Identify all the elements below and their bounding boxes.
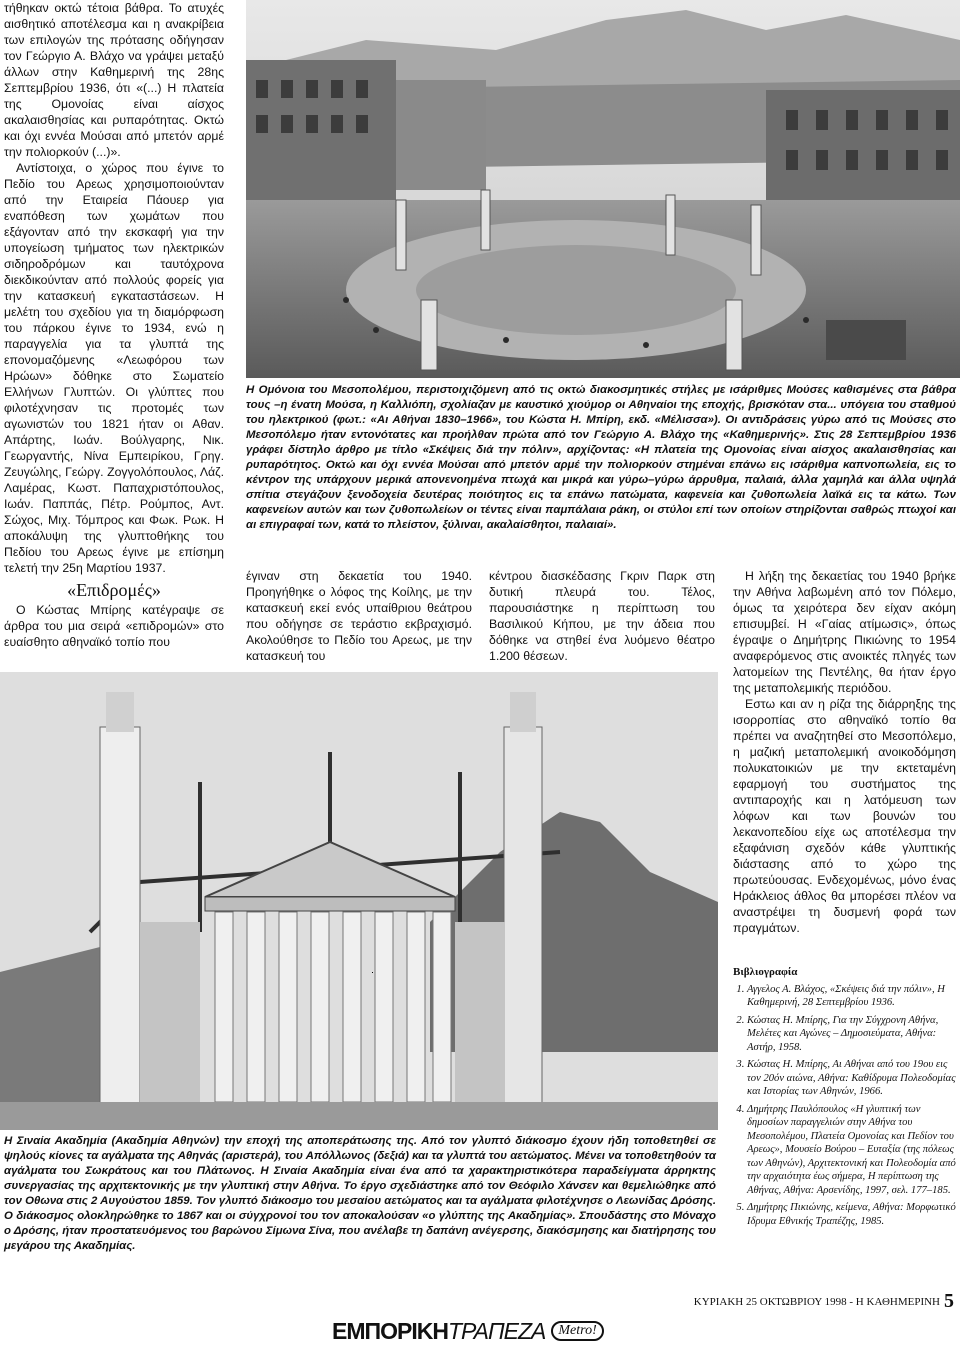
academy-of-athens-photo: [0, 672, 718, 1130]
bibliography-list: [733, 983, 956, 1229]
footer-date-paper: ΚΥΡΙΑΚΗ 25 ΟΚΤΩΒΡΙΟΥ 1998 - Η ΚΑΘΗΜΕΡΙΝΗ: [693, 1295, 940, 1308]
paragraph: Αντίστοιχα, ο χώρος που έγινε το Πεδίο του Αρεως χρησιμοποιούνταν από την Εταιρεία Πάουερ για εναπόθεση των χωμάτων που εξάγονταν από την εκσκαφή για την υπογείωση τμήματος των ηλεκτρικών σιδηροδρόμων και ταυτόχρονα διεκδικούνταν από πολλούς φορείς για την κατασκευή εγκαταστάσεων. Η μελέτη του σχεδίου για τη διαμόρφωση του πάρκου έγινε το 1934, ενώ η παραγγελία για τα γλυπτά της επονομαζόμενης «Λεωφόρου των Ηρώων» δόθηκε στο Σωματείο Ελλήνων Γλυπτών. Οι γλύπτες που φιλοτέχνησαν τις προτομές των αγωνιστών του 1821 ήταν οι Αθαν. Απάρτης, Ιωάν. Βούλγαρης, Νικ. Γεωργαντής, Νίνα Εμπειρίκου, Γρηγ. Ζευγώλης, Γεώργ. Ζογγολόπουλος, Λάζ. Λαμέρας, Κωστ. Παπαχριστόπουλος, Ιωάν. Παππάς, Πέτρ. Ρούμπος, Αντ. Σώχος, Μιχ. Τόμπρος και Φωκ. Ρωκ. Η αποκάλυψη της γλυπτοθήκης του Πεδίου του Αρεως έγινε με επίσημη τελετή την 25η Μαρτίου 1937.: [4, 161, 224, 575]
photo-caption-omonia: Η Ομόνοια του Μεσοπολέμου, περιστοιχιζόμενη από τις οκτώ διακοσμητικές στήλες με ισάριθμες Μούσες καθισμένες στα βάθρα τους –η ένατη Μούσα, η Καλλιόπη, σχολίαζαν με καυστικό χιούμορ οι Αθηναίοι της εποχής, βρισκόταν στα... υπόγεια του σταθμού του ηλεκτρικού (φωτ.: «Αι Αθήναι 1830–1966», του Κώστα Η. Μπίρη, εκδ. «Μέλισσα»). Οι αντιδράσεις γύρω από τις Μούσες στο Μεσοπόλεμο ήταν εντονότατες και προήλθαν πρώτα από τον Γεώργιο Α. Βλάχο της «Καθημερινής». Στις 28 Σεπτεμβρίου 1936 γράφει δίστηλο άρθρο με τίτλο «Σκέψεις διά την πόλιν», αρχίζοντας: «Η πλατεία της Ομονοίας είναι αίσχος ακαλαισθησίας και ρυπαρότητος. Οκτώ και όχι εννέα Μούσαι από μπετόν αρμέ την πολιορκούν στημέναι επάνω εις ισάριθμα καπνοπωλεία, εις το κέντρον της υπάρχουν μερικά απονενοημένα πτωχά και μικρά και γύρω–γύρω άρρυθμα, παλαιά, άλλα χαμηλά και άλλα υψηλά σπίτια στεγάζουν ξενοδοχεία δευτέρας ποιότητος εις τα επάνω πατώματα, καφενεία και ζυθοπωλεία λαϊκά εις τα κάτω. Των καφενείων αυτών και των ζυθοπωλείων οι τέντες είναι παμπάλαια ράκη, οι στύλοι επί των οποίων στηρίζονται σαθρώς πτωχοί και αι επιγραφαί των, κατά το πλείστον, ξύλιναι, ακαλαίσθητοι, παλαιαί».: [246, 384, 956, 531]
logo-tag: Metro!: [551, 1321, 603, 1341]
article-column-2: έγιναν στη δεκαετία του 1940. Προηγήθηκε ο λόφος της Κοίλης, με την κατασκευή εκεί ενός υπαίθριου θεάτρου που οδήγησε σε τεράστιο εκβραχισμό. Ακολούθησε το Πεδίο του Αρεως, με την κατασκευή του: [246, 569, 472, 663]
photo-caption-academy: Η Σιναία Ακαδημία (Ακαδημία Αθηνών) την εποχή της αποπεράτωσης της. Από τον γλυπτό διάκοσμο έχουν ήδη τοποθετηθεί σε ψηλούς κίονες τα αγάλματα της Αθηνάς (αριστερά), του Απόλλωνος (δεξιά) και τα γλυπτά του αετώματος. Μένει να τοποθετηθούν τα αγάλματα του Σωκράτους και του Πλάτωνος. Η Σιναία Ακαδημία είναι ένα από τα χαρακτηριστικότερα παραδείγματα άρρηκτης συνεργασίας της αρχιτεκτονικής με την γλυπτική στην Αθήνα. Το έργο σχεδιάστηκε από τον Θεόφιλο Χάνσεν και θεμελιώθηκε από τον Οθωνα στις 2 Αυγούστου 1859. Τον γλυπτό διάκοσμο του μεσαίου αετώματος και τα αγάλματα φιλοτέχνησε ο Λεωνίδας Δρόσης. Ο διάκοσμος ολοκληρώθηκε το 1867 και οι σύγχρονοί του τον αποκαλούσαν «ο γλύπτης της Ακαδημίας». Σπουδάστης στο Μόναχο ο Δρόσης, ήταν προστατευόμενος του βαρώνου Σίμωνα Σίνα, που ανέλαβε τη δαπάνη ανέγερσης, διακόσμησης και διατήρησης του μεγάρου της Ακαδημίας.: [4, 1135, 716, 1252]
page-footer: [694, 1290, 954, 1313]
logo-word-emporiki: ΕΜΠΟΡΙΚΗ: [332, 1317, 448, 1344]
article-column-4: [733, 568, 956, 936]
paragraph: Ο Κώστας Μπίρης κατέγραψε σε άρθρα του μια σειρά «επιδρομών» στο ευαίσθητο αθηναϊκό τοπίο που: [4, 603, 224, 649]
paragraph: Η λήξη της δεκαετίας του 1940 βρήκε την Αθήνα λαβωμένη από τον Πόλεμο, όμως τα χειρότερα δεν είχαν ακόμη επισυμβεί. Η «Γαίας ατίμωσις», όπως έγραψε ο Δημήτρης Πικιώνης το 1954 αναφερόμενος στις ανοικτές πληγές των λατομείων της Πεντέλης, θα ήταν έργο της μεταπολεμικής περιόδου.: [733, 569, 956, 695]
article-column-3: κέντρου διασκέδασης Γκριν Παρκ στη δυτική πλευρά του. Τέλος, παρουσιάστηκε η περίπτωση του Βασιλικού Κήπου, με την άδεια που δόθηκε να στηθεί ένα λυόμενο θέατρο 1.200 θέσεων.: [489, 569, 715, 663]
page-number: 5: [944, 1290, 954, 1312]
omonia-square-photo: [246, 0, 960, 378]
bibliography-item: 5. Δημήτρης Πικιώνης, κείμενα, Αθήνα: Μορφωτικό Ιδρυμα Εθνικής Τραπέζης, 1985.: [747, 1201, 956, 1228]
section-subhead: «Επιδρομές»: [67, 580, 161, 600]
paragraph: τήθηκαν οκτώ τέτοια βάθρα. Το ατυχές αισθητικό αποτέλεσμα και η ανακρίβεια των επιλογών της πρότασης οδήγησαν τον Γεώργιο Α. Βλάχο να γράψει μεταξύ άλλων στην Καθημερινή της 28ης Σεπτεμβρίου 1936, ότι «(...) Η πλατεία της Ομονοίας είναι αίσχος ακαλαισθησίας και ρυπαρότητας. Οκτώ και όχι εννέα Μούσαι από μπετόν αρμέ την πολιορκούν (...)».: [4, 1, 224, 159]
paragraph: Εστω και αν η ρίζα της διάρρηξης της ισορροπίας στο αθηναϊκό τοπίο θα πρέπει να αναζητηθεί στο Μεσοπόλεμο, η μαζική μεταπολεμική ανοικοδόμηση πολυκατοικιών με την εκτεταμένη εφαρμογή του συστήματος της αντιπαροχής και η λατόμευση των λόφων και των βουνών του λεκανοπεδίου είχε ως αποτέλεσμα την εξαφάνιση σχεδόν κάθε γλυπτικής διάστασης από το χώρο της πρωτεύουσας. Ενδεχομένως, μόνο ένας Ηράκλειος άθλος θα μπορέσει πλέον να αναστρέψει τη δυσμενή φορά των πραγμάτων.: [733, 697, 956, 935]
bibliography-item: 4. Δημήτρης Παυλόπουλος «Η γλυπτική των δημοσίων παραγγελιών στην Αθήνα του Μεσοπολέμου, Πλατεία Ομονοίας και Πεδίον του Αρεως», Μουσείο Βούρου – Ευταξία (της πόλεως των Αθηνών), Αρχιτεκτονική και Πολεοδομία από την αρχαιότητα έως σήμερα, Η περίπτωση της Αθήνας, Αθήνα: Αρσενίδης, 1997, σελ. 177–185.: [747, 1103, 956, 1198]
logo-word-trapeza: ΤΡΑΠΕΖΑ: [447, 1317, 546, 1344]
bibliography-heading: Βιβλιογραφία: [733, 966, 798, 978]
bibliography-item: 1. Αγγελος Α. Βλάχος, «Σκέψεις διά την πόλιν», Η Καθημερινή, 28 Σεπτεμβρίου 1936.: [747, 983, 956, 1010]
bibliography: [733, 966, 956, 1232]
emporiki-bank-logo: [332, 1316, 640, 1346]
bibliography-item: 2. Κώστας Η. Μπίρης, Για την Σύγχρονη Αθήνα, Μελέτες και Αγώνες – Δημοσιεύματα, Αθήνα: Αστήρ, 1958.: [747, 1014, 956, 1055]
bibliography-item: 3. Κώστας Η. Μπίρης, Αι Αθήναι από του 19ου εις τον 20όν αιώνα, Αθήνα: Καθίδρυμα Πολεοδομίας και Ιστορίας των Αθηνών, 1966.: [747, 1058, 956, 1099]
article-column-1: [4, 0, 224, 650]
